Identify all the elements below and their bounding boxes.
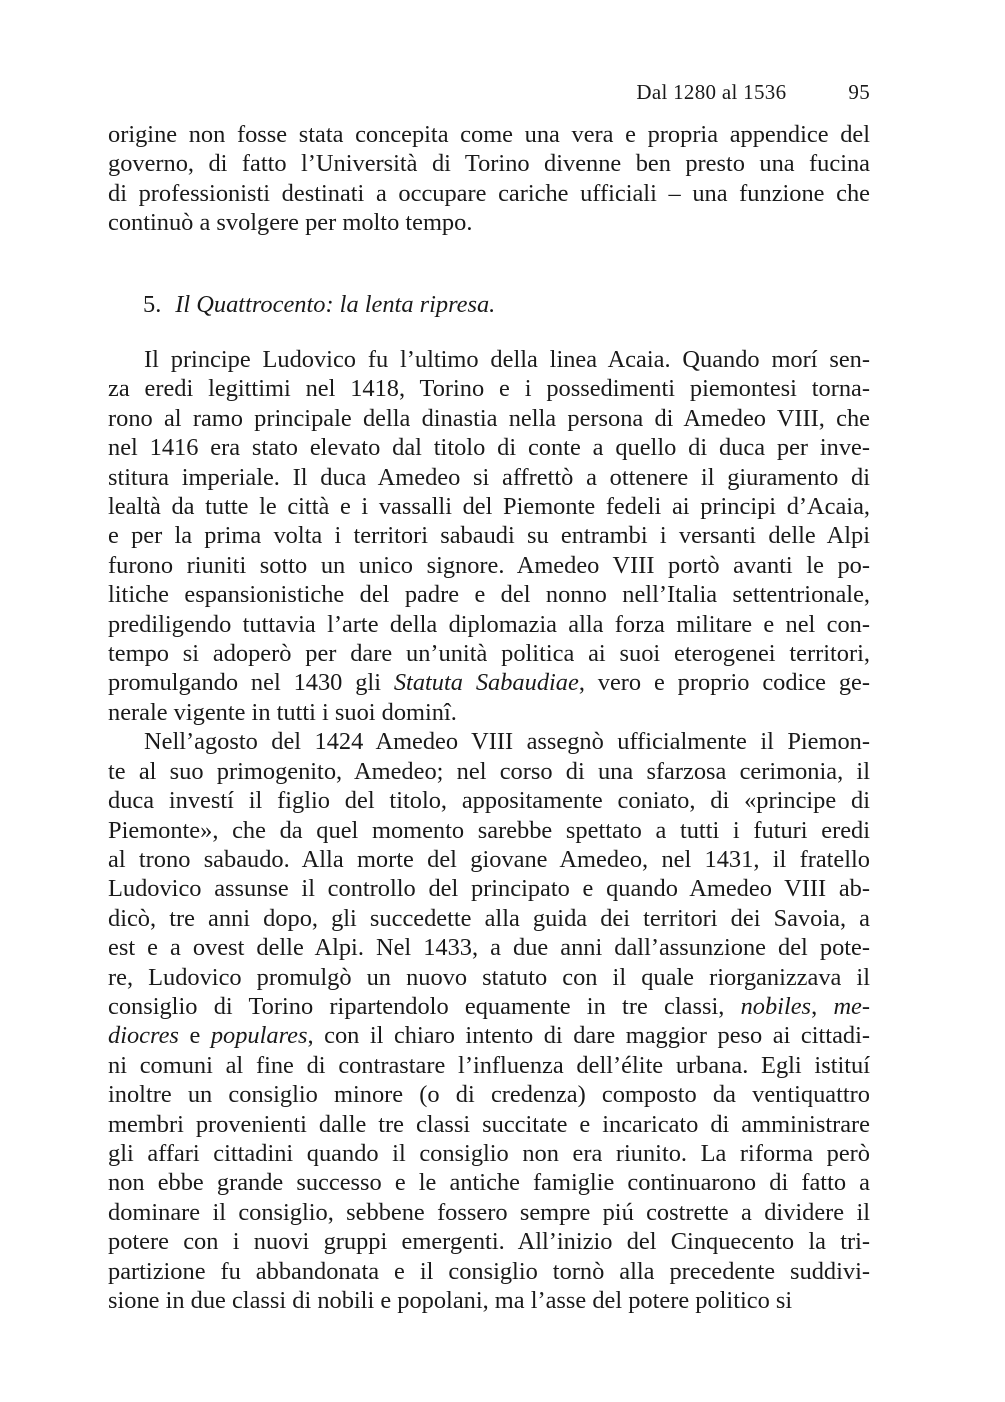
text-run: , con il chiaro intento di dare maggior peso ai cittadi- [307,1022,870,1050]
section-heading [143,290,495,320]
text-line [108,992,870,1021]
text-line: sione in due classi di nobili e popolani, ma l’asse del potere politico si [108,1287,793,1314]
paragraph-2 [108,727,870,1315]
text-run: , vero e proprio codice ge- [578,669,870,697]
text-line: est e a ovest delle Alpi. Nel 1433, a due anni dall’assunzione del pote- [108,934,870,962]
text-line: al trono sabaudo. Alla morte del giovane Amedeo, nel 1431, il fratello [108,845,870,873]
text-line: membri provenienti dalle tre classi succitate e incaricato di amministrare [108,1110,870,1138]
page-header [108,80,870,105]
text-line: e per la prima volta i territori sabaudi su entrambi i versanti delle Alpi [108,522,870,550]
text-line: Ludovico assunse il controllo del principato e quando Amedeo VIII ab- [108,875,870,903]
paragraph-1 [108,345,870,727]
text-line: gli affari cittadini quando il consiglio non era riunito. La riforma però [108,1139,870,1167]
text-line: za eredi legittimi nel 1418, Torino e i possedimenti piemontesi torna- [108,375,870,403]
text-line: tempo si adoperò per dare un’unità politica ai suoi eterogenei territori, [108,640,870,668]
italic-term: me- [833,992,870,1020]
section-title: Il Quattrocento: la lenta ripresa. [175,291,496,318]
running-title: Dal 1280 al 1536 [636,80,787,104]
text-line [108,1021,870,1050]
text-line: dominare il consiglio, sebbene fossero sempre piú costrette a dividere il [108,1198,870,1226]
text-line: stitura imperiale. Il duca Amedeo si affrettò a ottenere il giuramento di [108,463,870,491]
text-line: furono riuniti sotto un unico signore. Amedeo VIII portò avanti le po- [108,551,870,579]
text-line: duca investí il figlio del titolo, appositamente coniato, di «principe di [108,787,870,815]
text-line: partizione fu abbandonata e il consiglio tornò alla precedente suddivi- [108,1257,870,1285]
text-run: promulgando nel 1430 gli [108,669,394,697]
section-number: 5. [143,291,162,318]
text-line [108,668,870,697]
text-run: , [811,992,834,1020]
text-line: inoltre un consiglio minore (o di credenza) composto da ventiquattro [108,1081,870,1109]
text-line: te al suo primogenito, Amedeo; nel corso di una sfarzosa cerimonia, il [108,757,870,785]
text-line: re, Ludovico promulgò un nuovo statuto con il quale riorganizzava il [108,963,870,991]
text-line: governo, di fatto l’Università di Torino divenne ben presto una fucina [108,150,870,178]
text-line: lealtà da tutte le città e i vassalli del Piemonte fedeli ai principi d’Acaia, [108,493,870,521]
text-run: e [178,1022,211,1050]
italic-term: nobiles [740,992,812,1020]
text-line: dicò, tre anni dopo, gli succedette alla guida dei territori dei Savoia, a [108,904,870,932]
italic-term: diocres [108,1022,179,1050]
section-body [108,345,870,1315]
text-line: non ebbe grande successo e le antiche famiglie continuarono di fatto a [108,1169,870,1197]
text-line: Piemonte», che da quel momento sarebbe spettato a tutti i futuri eredi [108,816,870,844]
text-line: origine non fosse stata concepita come una vera e propria appendice del [108,121,870,148]
text-run: consiglio di Torino ripartendolo equamente in tre classi, [108,992,741,1020]
italic-term: Statuta Sabaudiae [393,669,579,697]
text-line: Nell’agosto del 1424 Amedeo VIII assegnò ufficialmente il Piemon- [144,728,870,756]
text-line: di professionisti destinati a occupare cariche ufficiali – una funzione che [108,179,870,207]
italic-term: populares [210,1022,308,1050]
continued-paragraph [108,120,870,238]
text-line: nel 1416 era stato elevato dal titolo di conte a quello di duca per inve- [108,434,870,462]
text-line: continuò a svolgere per molto tempo. [108,209,473,237]
text-line: potere con i nuovi gruppi emergenti. All’inizio del Cinquecento la tri- [108,1228,870,1256]
text-line: rono al ramo principale della dinastia nella persona di Amedeo VIII, che [108,404,870,432]
text-line: prediligendo tuttavia l’arte della diplomazia alla forza militare e nel con- [108,610,870,638]
page-number: 95 [848,80,870,104]
text-line: Il principe Ludovico fu l’ultimo della linea Acaia. Quando morí sen- [144,346,870,373]
text-line: nerale vigente in tutti i suoi dominî. [108,698,457,726]
text-line: litiche espansionistiche del padre e del nonno nell’Italia settentrionale, [108,581,870,609]
text-line: ni comuni al fine di contrastare l’influenza dell’élite urbana. Egli istituí [108,1051,870,1079]
